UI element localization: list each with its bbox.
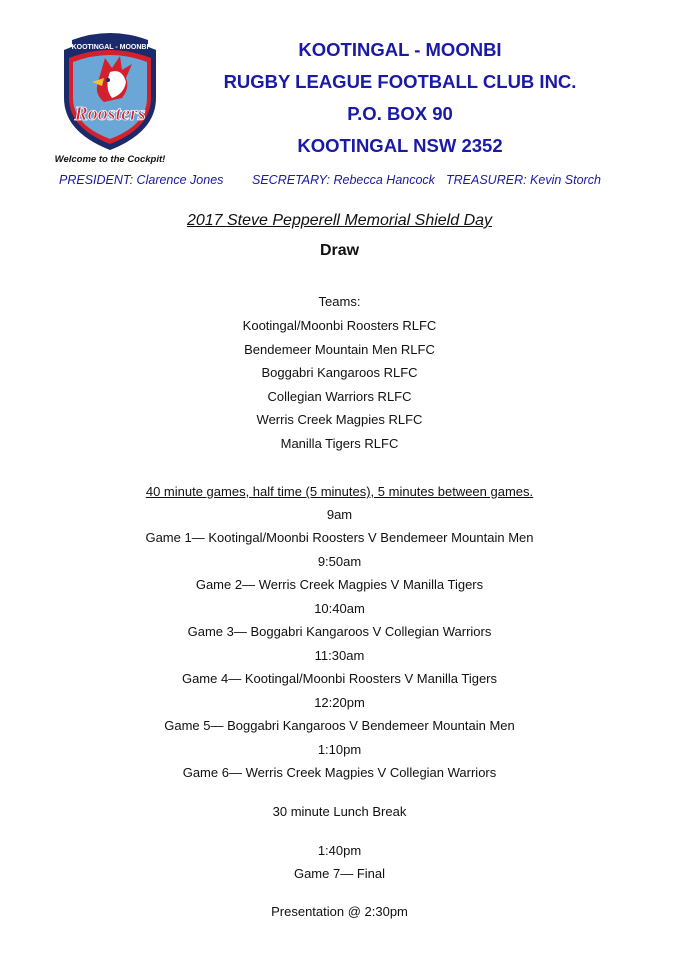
game-matchup: Game 6— Werris Creek Magpies V Collegian Warriors	[182, 765, 497, 780]
team-item: Werris Creek Magpies RLFC	[256, 412, 423, 427]
teams-heading: Teams:	[318, 294, 361, 309]
game-time: 9am	[326, 507, 353, 522]
game-time: 9:50am	[317, 554, 362, 569]
secretary-label: SECRETARY: Rebecca Hancock	[252, 173, 435, 187]
final-game: Game 7— Final	[293, 866, 386, 881]
club-address: KOOTINGAL NSW 2352	[297, 135, 503, 156]
team-item: Boggabri Kangaroos RLFC	[261, 365, 418, 380]
svg-text:KOOTINGAL - MOONBI: KOOTINGAL - MOONBI	[71, 44, 149, 51]
rooster-shield-icon	[50, 28, 170, 152]
logo-tagline: Welcome to the Cockpit!	[54, 154, 166, 165]
lunch-break: 30 minute Lunch Break	[272, 804, 407, 819]
game-matchup: Game 2— Werris Creek Magpies V Manilla Tigers	[195, 577, 484, 592]
game-rules: 40 minute games, half time (5 minutes), 5 minutes between games.	[145, 484, 534, 499]
team-item: Manilla Tigers RLFC	[280, 436, 399, 451]
game-time: 1:10pm	[317, 742, 362, 757]
event-subtitle: Draw	[319, 242, 360, 259]
team-item: Bendemeer Mountain Men RLFC	[244, 342, 435, 357]
game-matchup: Game 4— Kootingal/Moonbi Roosters V Manilla Tigers	[181, 671, 498, 686]
game-matchup: Game 1— Kootingal/Moonbi Roosters V Bendemeer Mountain Men	[145, 530, 534, 545]
president-label: PRESIDENT: Clarence Jones	[59, 173, 224, 187]
treasurer-label: TREASURER: Kevin Storch	[446, 173, 601, 187]
club-logo	[50, 28, 170, 166]
game-time: 11:30am	[314, 648, 365, 663]
game-time: 12:20pm	[314, 695, 365, 710]
team-item: Collegian Warriors RLFC	[267, 389, 412, 404]
game-matchup: Game 3— Boggabri Kangaroos V Collegian Warriors	[187, 624, 492, 639]
club-name-line2: RUGBY LEAGUE FOOTBALL CLUB INC.	[223, 71, 577, 92]
club-name-line1: KOOTINGAL - MOONBI	[298, 39, 502, 60]
game-time: 10:40am	[314, 601, 365, 616]
game-matchup: Game 5— Boggabri Kangaroos V Bendemeer Mountain Men	[164, 718, 515, 733]
presentation-time: Presentation @ 2:30pm	[271, 904, 408, 919]
event-title: 2017 Steve Pepperell Memorial Shield Day	[186, 212, 493, 229]
team-item: Kootingal/Moonbi Roosters RLFC	[242, 318, 437, 333]
svg-text:Roosters: Roosters	[74, 103, 146, 125]
club-po-box: P.O. BOX 90	[347, 103, 453, 124]
club-header	[220, 34, 580, 162]
final-time: 1:40pm	[317, 843, 362, 858]
